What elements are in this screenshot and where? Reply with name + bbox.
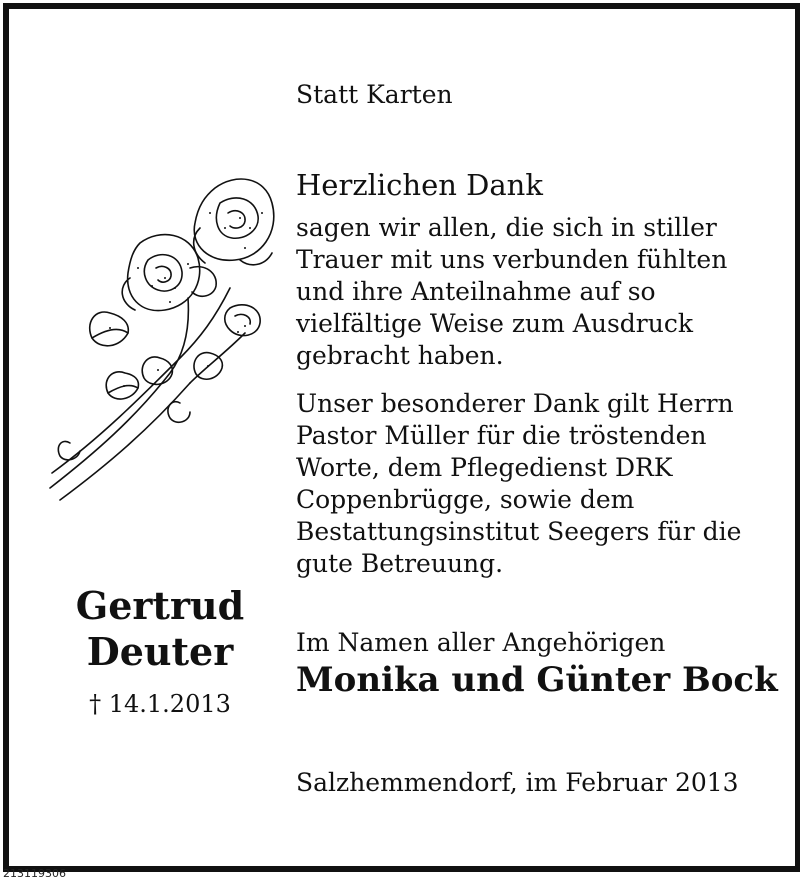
paragraph-line: Trauer mit uns verbunden fühlten xyxy=(296,245,728,274)
deceased-last-name: Deuter xyxy=(86,629,234,674)
paragraph-line: gebracht haben. xyxy=(296,341,504,370)
paragraph-line: vielfältige Weise zum Ausdruck xyxy=(296,309,693,338)
thanks-paragraph xyxy=(296,212,727,372)
paragraph-line: sagen wir allen, die sich in stiller xyxy=(296,213,717,242)
paragraph-line: gute Betreuung. xyxy=(296,549,504,578)
paragraph-line: Coppenbrügge, sowie dem xyxy=(296,485,635,514)
behalf-line: Im Namen aller Angehörigen xyxy=(296,628,666,657)
notice-heading: Herzlichen Dank xyxy=(296,168,543,202)
deceased-first-name: Gertrud xyxy=(75,583,245,628)
death-date: † 14.1.2013 xyxy=(89,690,231,718)
paragraph-line: Pastor Müller für die tröstenden xyxy=(296,421,707,450)
paragraph-line: Bestattungsinstitut Seegers für die xyxy=(296,517,742,546)
place-date: Salzhemmendorf, im Februar 2013 xyxy=(296,768,739,797)
statt-karten: Statt Karten xyxy=(296,80,453,109)
image-code: 213119306 xyxy=(3,867,66,880)
roses-illustration xyxy=(40,168,276,516)
paragraph-line: und ihre Anteilnahme auf so xyxy=(296,277,656,306)
special-thanks-paragraph xyxy=(296,388,741,580)
paragraph-line: Unser besonderer Dank gilt Herrn xyxy=(296,389,734,418)
signers: Monika und Günter Bock xyxy=(296,660,778,700)
paragraph-line: Worte, dem Pflegedienst DRK xyxy=(296,453,673,482)
